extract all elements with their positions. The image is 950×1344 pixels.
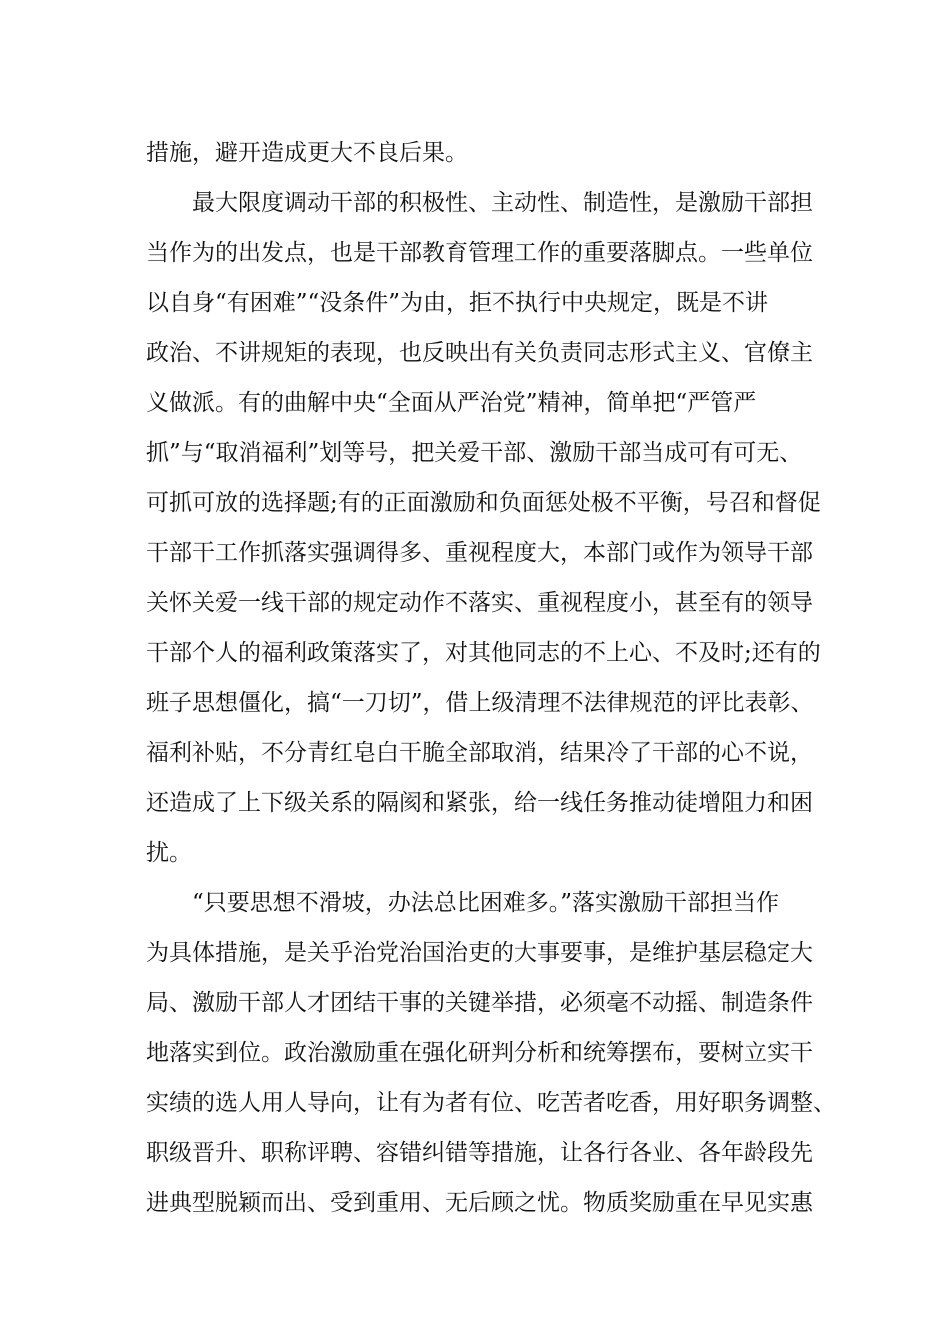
text-line: 抓”与“取消福利”划等号，把关爱干部、激励干部当成可有可无、 — [146, 440, 803, 466]
text-line: 进典型脱颖而出、受到重用、无后顾之忧。物质奖励重在早见实惠 — [146, 1190, 813, 1216]
text-line: 关怀关爱一线干部的规定动作不落实、重视程度小，甚至有的领导 — [146, 590, 813, 616]
text-line: 义做派。有的曲解中央“全面从严治党”精神，简单把“严管严 — [146, 390, 757, 416]
text-line: 以自身“有困难”“没条件”为由，拒不执行中央规定，既是不讲 — [146, 290, 769, 316]
text-line: 政治、不讲规矩的表现，也反映出有关负责同志形式主义、官僚主 — [146, 340, 813, 366]
text-line: 措施，避开造成更大不良后果。 — [146, 140, 468, 166]
paragraph-first-line: 最大限度调动干部的积极性、主动性、制造性，是激励干部担 — [192, 190, 813, 216]
text-line: 为具体措施，是关乎治党治国治吏的大事要事，是维护基层稳定大 — [146, 940, 813, 966]
text-line: 干部个人的福利政策落实了，对其他同志的不上心、不及时;还有的 — [146, 640, 821, 666]
paragraph-first-line: “只要思想不滑坡，办法总比困难多。”落实激励干部担当作 — [192, 890, 780, 916]
document-body — [146, 128, 836, 1228]
text-line: 班子思想僵化，搞“一刀切”，借上级清理不法律规范的评比表彰、 — [146, 690, 814, 716]
text-line: 实绩的选人用人导向，让有为者有位、吃苦者吃香，用好职务调整、 — [146, 1090, 836, 1116]
text-line: 职级晋升、职称评聘、容错纠错等措施，让各行各业、各年龄段先 — [146, 1140, 813, 1166]
text-line: 福利补贴，不分青红皂白干脆全部取消，结果冷了干部的心不说， — [146, 740, 813, 766]
text-line: 扰。 — [146, 840, 192, 866]
text-line: 局、激励干部人才团结干事的关键举措，必须毫不动摇、制造条件 — [146, 990, 813, 1016]
text-line: 地落实到位。政治激励重在强化研判分析和统筹摆布，要树立实干 — [146, 1040, 813, 1066]
text-line: 干部干工作抓落实强调得多、重视程度大，本部门或作为领导干部 — [146, 540, 813, 566]
text-line: 还造成了上下级关系的隔阂和紧张，给一线任务推动徒增阻力和困 — [146, 790, 813, 816]
text-line: 当作为的出发点，也是干部教育管理工作的重要落脚点。一些单位 — [146, 240, 813, 266]
text-line: 可抓可放的选择题;有的正面激励和负面惩处极不平衡，号召和督促 — [146, 490, 821, 516]
